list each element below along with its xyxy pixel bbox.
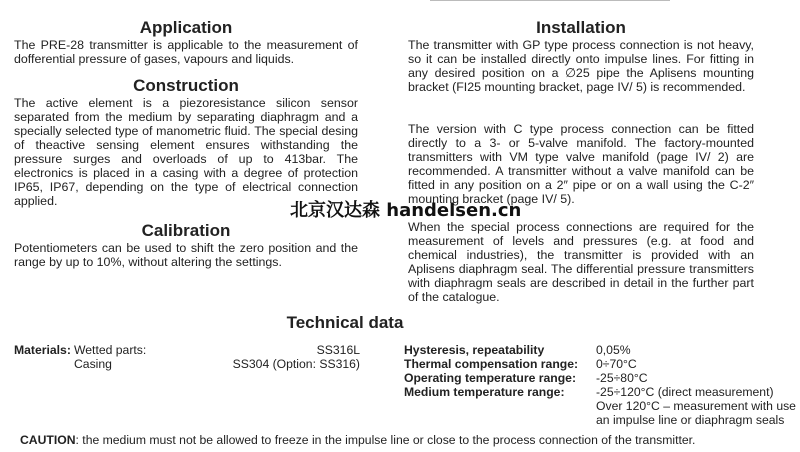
top-edge-line: [430, 0, 670, 1]
construction-heading: Construction: [133, 76, 239, 95]
spec-label-medium: Medium temperature range:: [404, 385, 565, 399]
spec-value-hysteresis: 0,05%: [596, 343, 631, 357]
spec-value-operating: -25÷80°C: [596, 371, 648, 385]
installation-paragraph-1: The transmitter with GP type process connection is not heavy, so it can be installed directly onto impulse lines. For fitting in any desired position on a ∅25 pipe the Aplisens mounting bracket (FI25 mounting bracket, page IV/ 5) is recommended.: [408, 38, 754, 94]
spec-value-thermal: 0÷70°C: [596, 357, 637, 371]
wetted-parts-label: Wetted parts:: [74, 343, 147, 357]
materials-label: Materials:: [14, 343, 71, 357]
installation-paragraph-2: The version with C type process connection can be fitted directly to a 3- or 5-valve manifold. The factory-mounted transmitters with VM type valve manifold (page IV/ 2) are recommended. A transmitter without a valve manifold can be fitted in any position on a 2″ pipe or on a wall using the C-2″ mounting bracket (page IV/ 5).: [408, 122, 754, 206]
installation-paragraph-3: When the special process connections are required for the measurement of levels and pressures (e.g. at food and chemical industries), the transmitter is provided with an Aplisens diaphragm seal. The differential pressure transmitters with diaphragm seals are described in detail in the further part of the catalogue.: [408, 220, 754, 304]
casing-label: Casing: [74, 357, 112, 371]
spec-label-thermal: Thermal compensation range:: [404, 357, 579, 371]
technical-data-heading: Technical data: [286, 313, 404, 332]
caution-text: : the medium must not be allowed to freeze in the impulse line or close to the process connection of the transmitter.: [75, 433, 696, 447]
application-heading: Application: [139, 18, 233, 37]
spec-label-hysteresis: Hysteresis, repeatability: [404, 343, 545, 357]
installation-heading: Installation: [536, 18, 626, 37]
spec-value-medium-extra-1: Over 120°C – measurement with use: [596, 399, 796, 413]
wetted-parts-value: SS316L: [316, 343, 360, 357]
watermark-text: 北京汉达森 handelsen.cn: [290, 200, 522, 221]
spec-value-medium: -25÷120°C (direct measurement): [596, 385, 774, 399]
casing-value: SS304 (Option: SS316): [232, 357, 360, 371]
application-text: The PRE-28 transmitter is applicable to the measurement of dofferential pressure of gases, vapours and liquids.: [14, 38, 358, 66]
calibration-heading: Calibration: [141, 221, 231, 240]
caution-label: CAUTION: [20, 433, 76, 447]
calibration-text: Potentiometers can be used to shift the zero position and the range by up to 10%, without altering the settings.: [14, 241, 358, 269]
spec-value-medium-extra-2: an impulse line or diaphragm seals: [596, 413, 785, 427]
construction-text: The active element is a piezoresistance silicon sensor separated from the medium by separating diaphragm and a specially selected type of manometric fluid. The special desing of theactive sensing element ensures withstanding the pressure surges and overloads of up to 413bar. The electronics is placed in a casing with a degree of protection IP65, IP67, depending on the type of electrical connection applied.: [14, 96, 358, 208]
caution-note: [20, 433, 695, 447]
spec-label-operating: Operating temperature range:: [404, 371, 577, 385]
